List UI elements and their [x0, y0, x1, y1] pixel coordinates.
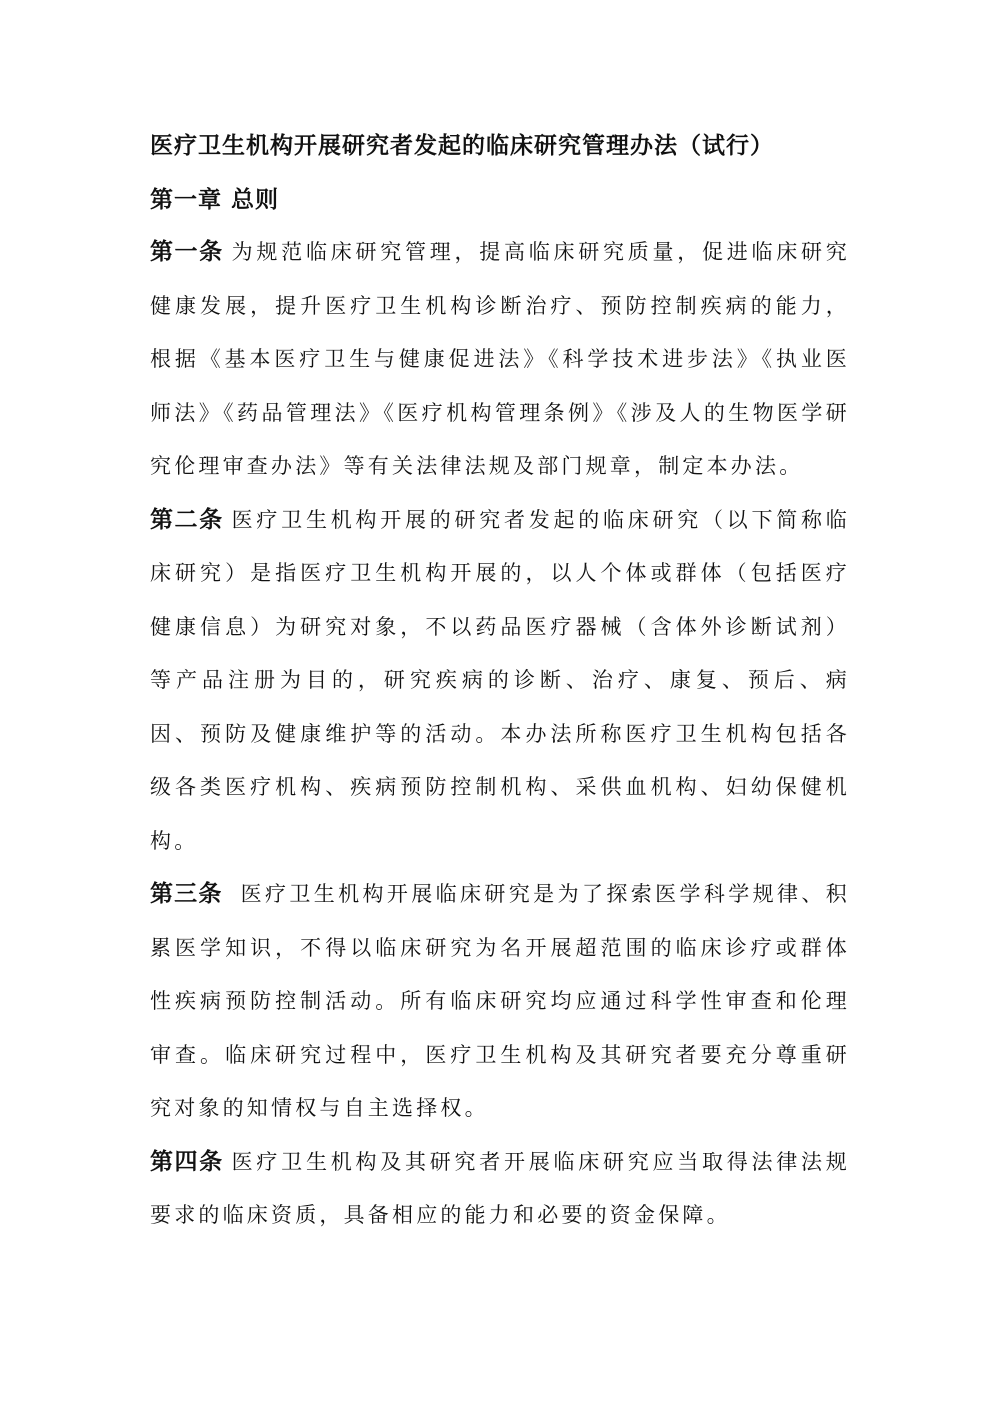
article-text: 医疗卫生机构开展的研究者发起的临床研究（以下简称临床研究）是指医疗卫生机构开展的，以人个体或群体（包括医疗健康信息）为研究对象，不以药品医疗器械（含体外诊断试剂）等产品注册为目的，研究疾病的诊断、治疗、康复、预后、病因、预防及健康维护等的活动。本办法所称医疗卫生机构包括各级各类医疗机构、疾病预防控制机构、采供血机构、妇幼保健机构。 [150, 507, 851, 853]
article-number: 第四条 [150, 1148, 224, 1175]
chapter-title: 第一章 总则 [150, 187, 280, 213]
article-number: 第三条 [150, 881, 223, 907]
document-title: 医疗卫生机构开展研究者发起的临床研究管理办法（试行） [150, 133, 774, 159]
article-number: 第二条 [150, 506, 224, 533]
article-1 [150, 226, 850, 494]
article-3 [150, 868, 850, 1136]
article-4 [150, 1136, 850, 1243]
article-number: 第一条 [150, 239, 224, 265]
article-text: 医疗卫生机构开展临床研究是为了探索医学科学规律、积累医学知识，不得以临床研究为名开展超范围的临床诊疗或群体性疾病预防控制活动。所有临床研究均应通过科学性审查和伦理审查。临床研究过程中，医疗卫生机构及其研究者要充分尊重研究对象的知情权与自主选择权。 [150, 882, 851, 1120]
document-page [150, 118, 850, 1243]
article-2 [150, 494, 850, 869]
article-text: 医疗卫生机构及其研究者开展临床研究应当取得法律法规要求的临床资质，具备相应的能力和必要的资金保障。 [150, 1149, 851, 1227]
article-text: 为规范临床研究管理，提高临床研究质量，促进临床研究健康发展，提升医疗卫生机构诊断治疗、预防控制疾病的能力，根据《基本医疗卫生与健康促进法》《科学技术进步法》《执业医师法》《药品管理法》《医疗机构管理条例》《涉及人的生物医学研究伦理审查办法》等有关法律法规及部门规章，制定本办法。 [150, 240, 851, 478]
